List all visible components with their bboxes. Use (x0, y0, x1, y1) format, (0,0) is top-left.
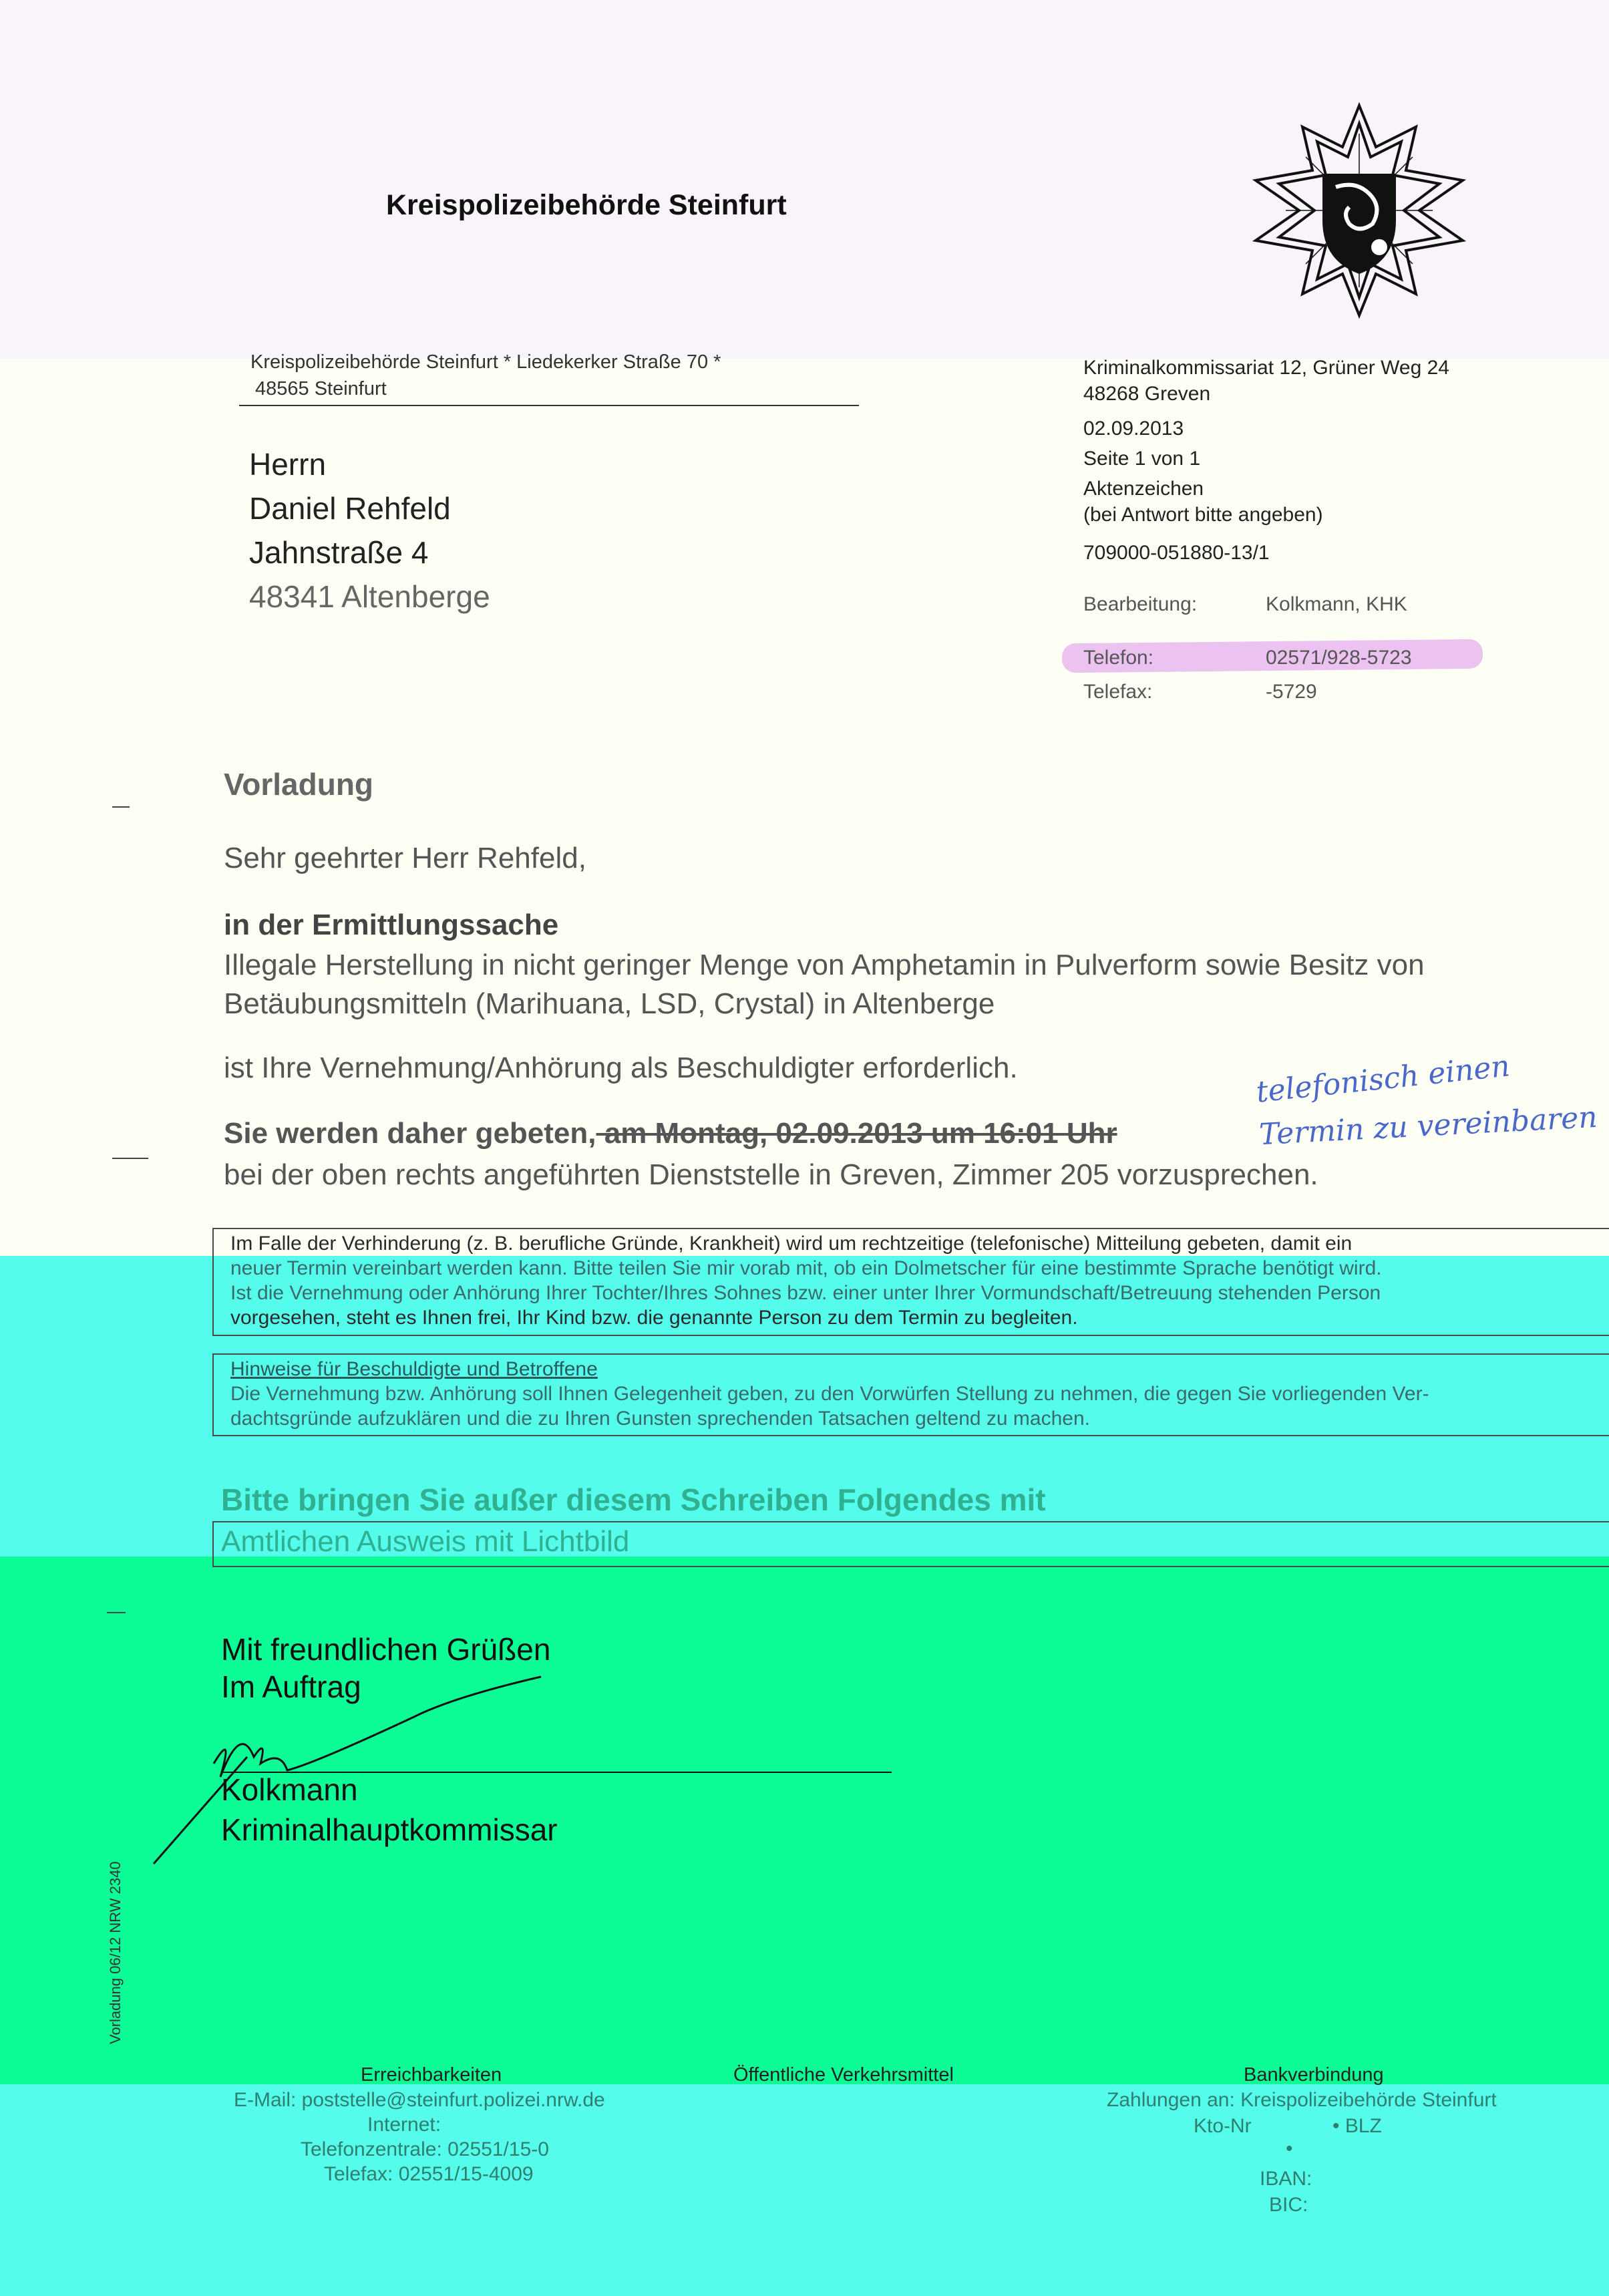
footer-transit-title: Öffentliche Verkehrsmittel (733, 2064, 954, 2086)
police-star-emblem-icon (1249, 100, 1469, 321)
footer-bank-title: Bankverbindung (1244, 2064, 1384, 2086)
bring-item: Amtlichen Ausweis mit Lichtbild (221, 1525, 630, 1558)
fold-mark (112, 806, 130, 808)
file-ref-number: 709000-051880-13/1 (1083, 542, 1270, 564)
hints-title: Hinweise für Beschuldigte und Betroffene (230, 1358, 598, 1380)
handled-value: Kolkmann, KHK (1266, 593, 1407, 615)
recipient-name: Daniel Rehfeld (249, 491, 451, 526)
authority-title: Kreispolizeibehörde Steinfurt (386, 189, 787, 221)
footer-blz: • BLZ (1332, 2115, 1382, 2137)
footer-bic: BIC: (1269, 2194, 1308, 2216)
footer-email: E-Mail: poststelle@steinfurt.polizei.nrw.de (234, 2089, 605, 2111)
recipient-street: Jahnstraße 4 (249, 535, 429, 570)
footer-bullet: • (1286, 2138, 1293, 2160)
request-line-2: bei der oben rechts angeführten Dienststelle in Greven, Zimmer 205 vorzusprechen. (224, 1158, 1318, 1191)
form-id: Vorladung 06/12 NRW 2340 (107, 1861, 124, 2044)
closing-on-behalf: Im Auftrag (221, 1669, 361, 1704)
fax-label: Telefax: (1083, 681, 1153, 703)
fold-mark-lower (107, 1612, 126, 1613)
case-line-2: Betäubungsmitteln (Marihuana, LSD, Crystal) in Altenberge (224, 987, 995, 1020)
notice-line-2: neuer Termin vereinbart werden kann. Bitte teilen Sie mir vorab mit, ob ein Dolmetscher für eine bestimmte Sprache benötigt wird. (230, 1257, 1382, 1279)
hearing-text: ist Ihre Vernehmung/Anhörung als Beschuldigter erforderlich. (224, 1051, 1018, 1084)
letter-date: 02.09.2013 (1083, 418, 1184, 440)
footer-fax: Telefax: 02551/15-4009 (324, 2163, 534, 2185)
hints-line-1: Die Vernehmung bzw. Anhörung soll Ihnen Gelegenheit geben, zu den Vorwürfen Stellung zu nehmen, die gegen Sie vorliegenden Ver- (230, 1383, 1429, 1405)
footer-account: Kto-Nr (1194, 2115, 1252, 2137)
notice-line-4: vorgesehen, steht es Ihnen frei, Ihr Kind bzw. die genannte Person zu dem Termin zu begleiten. (230, 1307, 1078, 1329)
punch-mark (112, 1158, 148, 1159)
hints-line-2: dachtsgründe aufzuklären und die zu Ihren Gunsten sprechenden Tatsachen geltend zu machen. (230, 1408, 1090, 1430)
fax-value: -5729 (1266, 681, 1317, 703)
sender-divider (239, 405, 859, 406)
recipient-city: 48341 Altenberge (249, 579, 490, 614)
request-line-1 (224, 1117, 1117, 1150)
office-city: 48268 Greven (1083, 383, 1211, 405)
footer-payee: Zahlungen an: Kreispolizeibehörde Steinfurt (1107, 2089, 1497, 2111)
request-prefix: Sie werden daher gebeten, (224, 1117, 596, 1150)
greeting: Sehr geehrter Herr Rehfeld, (224, 842, 586, 874)
request-struck-date: am Montag, 02.09.2013 um 16:01 Uhr (596, 1117, 1117, 1150)
footer-contact-title: Erreichbarkeiten (361, 2064, 502, 2086)
file-ref-label: Aktenzeichen (1083, 478, 1204, 500)
handwritten-note-2: Termin zu vereinbaren (1258, 1100, 1598, 1152)
closing-regards: Mit freundlichen Grüßen (221, 1632, 551, 1667)
footer-internet: Internet: (367, 2114, 441, 2136)
phone-value: 02571/928-5723 (1266, 647, 1412, 669)
footer-iban: IBAN: (1260, 2168, 1312, 2190)
letter-subject: Vorladung (224, 767, 374, 802)
page-indicator: Seite 1 von 1 (1083, 448, 1201, 470)
case-intro: in der Ermittlungssache (224, 909, 559, 941)
notice-line-3: Ist die Vernehmung oder Anhörung Ihrer Tochter/Ihres Sohnes bzw. einer unter Ihrer Vormundschaft/Betreuung stehenden Person (230, 1282, 1381, 1304)
case-line-1: Illegale Herstellung in nicht geringer Menge von Amphetamin in Pulverform sowie Besitz von (224, 949, 1425, 981)
footer-switchboard: Telefonzentrale: 02551/15-0 (301, 2138, 549, 2160)
closing-title: Kriminalhauptkommissar (221, 1812, 558, 1847)
sender-address-line: Kreispolizeibehörde Steinfurt * Liedekerker Straße 70 * (250, 351, 721, 373)
office-department: Kriminalkommissariat 12, Grüner Weg 24 (1083, 357, 1449, 379)
sender-city: 48565 Steinfurt (255, 378, 387, 399)
bring-title: Bitte bringen Sie außer diesem Schreiben Folgendes mit (221, 1482, 1046, 1517)
notice-line-1: Im Falle der Verhinderung (z. B. berufliche Gründe, Krankheit) wird um rechtzeitige (telefonische) Mitteilung gebeten, damit ein (230, 1233, 1353, 1255)
phone-label: Telefon: (1083, 647, 1154, 669)
file-ref-hint: (bei Antwort bitte angeben) (1083, 504, 1323, 526)
closing-name: Kolkmann (221, 1772, 358, 1807)
handwritten-note-1: telefonisch einen (1254, 1049, 1512, 1110)
recipient-salutation: Herrn (249, 447, 327, 482)
handled-label: Bearbeitung: (1083, 593, 1198, 615)
